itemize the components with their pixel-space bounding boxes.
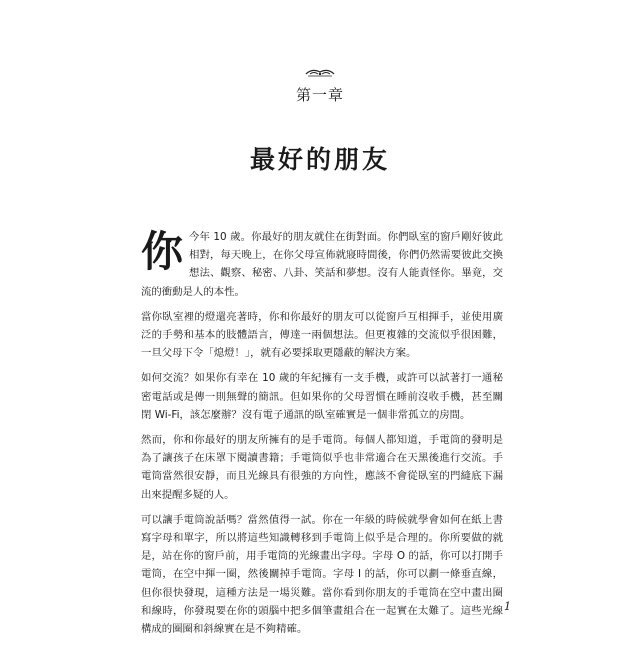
paragraph-text: 今年 10 歲。你最好的朋友就住在街對面。你們臥室的窗戶剛好彼此相對，每天晚上，在你父母宣佈就寢時間後，你們仍然需要彼此交換想法、觀察、秘密、八卦、笑話和夢想。沒有人能責怪你。畢竟，交流的衝動是人的本性。	[141, 231, 503, 298]
paragraph: 當你臥室裡的燈還亮著時，你和你最好的朋友可以從窗戶互相揮手，並使用廣泛的手勢和基本的肢體語言，傳達一兩個想法。但更複雜的交流似乎很困難，一旦父母下令「熄燈！」，就有必要採取更隱蔽的解決方案。	[141, 310, 503, 360]
chapter-title: 最好的朋友	[249, 145, 390, 174]
drop-cap: 你	[141, 227, 184, 276]
chapter-label: 第一章	[295, 86, 344, 104]
page-number: 1	[504, 600, 511, 613]
paragraph: 如何交流？如果你有幸在 10 歲的年紀擁有一支手機，或許可以試著打一通秘密電話或是傳一則無聲的簡訊。但如果你的父母習慣在睡前沒收手機，甚至關閉 Wi-Fi，該怎麼辦？沒有電子通訊的臥室確實是一個非常孤立的房間。	[141, 372, 503, 421]
decorative-flourish-icon	[304, 67, 336, 77]
paragraph: 然而，你和你最好的朋友所擁有的是手電筒。每個人都知道，手電筒的發明是為了讓孩子在床罩下閱讀書籍；手電筒似乎也非常適合在天黑後進行交流。手電筒當然很安靜，而且光線具有很強的方向性，應該不會從臥室的門縫底下漏出來提醒多疑的人。	[141, 434, 503, 501]
chapter-body	[141, 228, 503, 645]
paragraph: 可以讓手電筒說話嗎？當然值得一試。你在一年級的時候就學會如何在紙上書寫字母和單字，所以將這些知識轉移到手電筒上似乎是合理的。你所要做的就是，站在你的窗戶前，用手電筒的光線畫出字母。字母 O 的話，你可以打開手電筒，在空中揮一圈，然後關掉手電筒。字母 I 的話，你可以劃一條垂直線，但你很快發現，這種方法是一場災難。當你看到你朋友的手電筒在空中畫出圈和線時，你發現要在你的頭腦中把多個筆畫組合在一起實在太難了。這些光線構成的圈圈和斜線實在是不夠精確。	[141, 513, 503, 636]
paragraph	[141, 228, 503, 301]
